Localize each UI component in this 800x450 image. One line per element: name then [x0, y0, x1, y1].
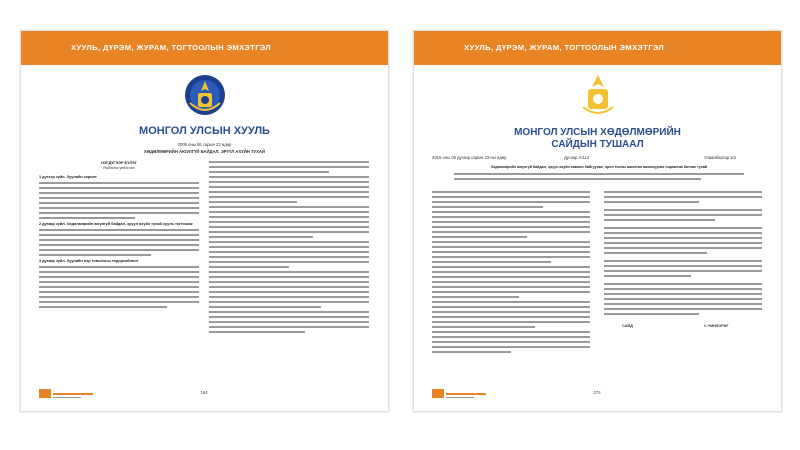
article-3-heading: 3 дугаар зүйл. Хуулийн нэр томьёоны тодорхойлолт	[39, 259, 139, 263]
page-footer	[432, 387, 762, 401]
text-column-right	[209, 161, 369, 336]
document-page-right	[413, 30, 782, 412]
order-intro	[454, 165, 744, 183]
header-band	[414, 31, 781, 65]
order-city: Улаанбаатар хот	[704, 155, 737, 160]
header-band	[21, 31, 388, 65]
document-page-left	[20, 30, 389, 412]
chapter-heading: НЭГДҮГЭЭР БҮЛЭГ	[101, 161, 137, 165]
law-title: ХӨДӨЛМӨРИЙН АЮУЛГҮЙ БАЙДАЛ, ЭРҮҮЛ АХУЙН ТУХАЙ	[144, 149, 265, 154]
page-number: 164	[200, 390, 208, 395]
order-title-line1: МОНГОЛ УЛСЫН ХӨДӨЛМӨРИЙН	[514, 127, 681, 138]
order-date: 2015 оны 06 дугаар сарын 23-ны өдөр	[432, 155, 507, 160]
text-column-left	[432, 191, 590, 356]
header-band-title: ХУУЛЬ, ДҮРЭМ, ЖУРАМ, ТОГТООЛЫН ЭМХЭТГЭЛ	[71, 43, 272, 52]
order-number: Дугаар А/114	[564, 155, 590, 160]
text-column-left	[39, 161, 199, 311]
page-footer	[39, 387, 369, 401]
order-intro-title: Хөдөлмөрийн аюулгүй байдал, эрүүл ахуйн зөвлөл байгуулах, орон тооны ажилтан ажиллуулах норматив батлах тухай	[490, 165, 708, 169]
publisher-logo-icon	[39, 389, 51, 398]
chapter-subheading: Нийтлэг үндэслэл	[103, 166, 135, 170]
text-column-right	[604, 191, 762, 330]
article-1-heading: 1 дүгээр зүйл. Хуулийн зорилт	[39, 175, 97, 179]
signature-title: САЙД	[622, 324, 633, 328]
state-emblem-icon	[184, 73, 226, 117]
law-document-title: МОНГОЛ УЛСЫН ХУУЛЬ	[139, 125, 270, 137]
law-date: 2005 оны 06 сарын 22 өдөр	[177, 142, 232, 147]
signature-name: С.ЧИНЗОРИГ	[704, 324, 729, 328]
publisher-logo-icon	[432, 389, 444, 398]
article-2-heading: 2 дугаар зүйл. Хөдөлмөрийн аюулгүй байдал, эрүүл ахуйн тухай хууль тогтоомж	[39, 222, 193, 226]
header-band-title: ХУУЛЬ, ДҮРЭМ, ЖУРАМ, ТОГТООЛЫН ЭМХЭТГЭЛ	[464, 43, 665, 52]
page-number: 274	[593, 390, 601, 395]
order-title-line2: САЙДЫН ТУШААЛ	[551, 139, 644, 150]
ministry-emblem-icon	[577, 73, 619, 117]
